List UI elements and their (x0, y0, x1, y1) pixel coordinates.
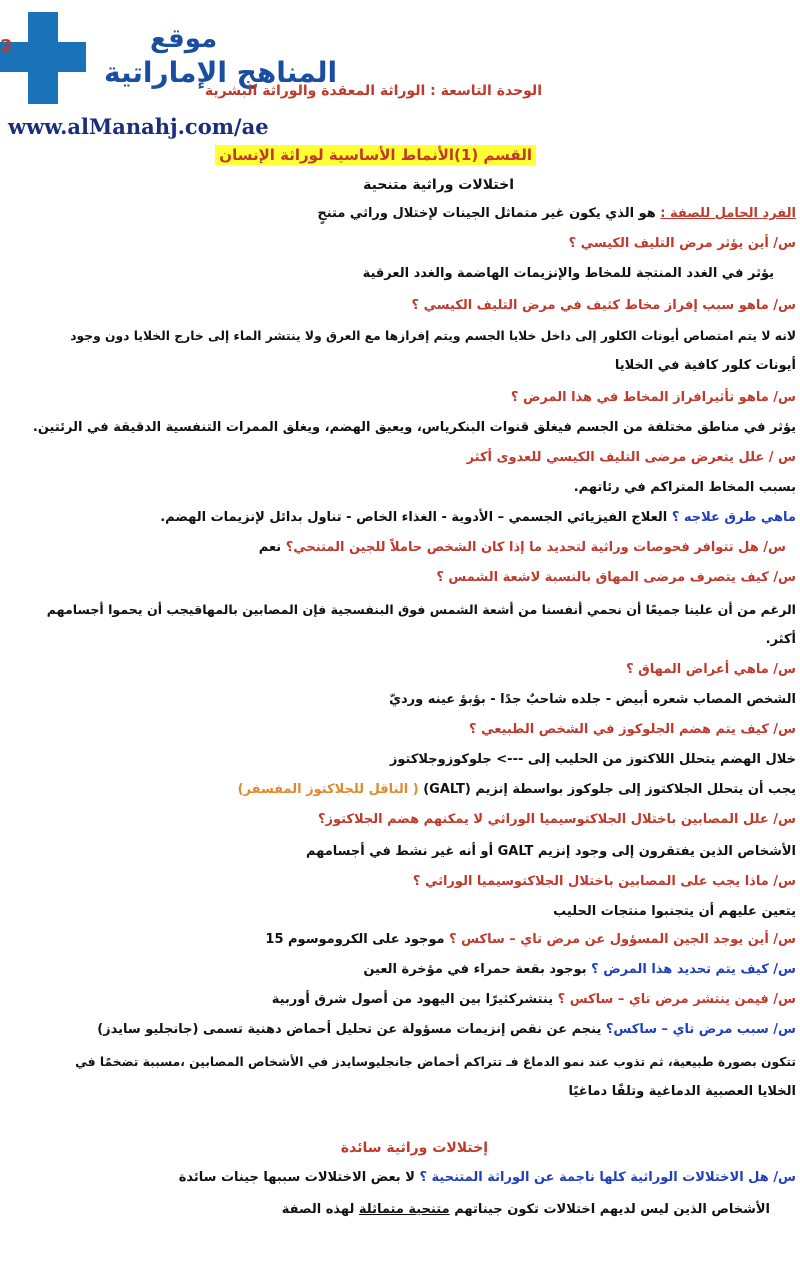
question-7: س/ كيف يتصرف مرضى المهاق بالنسبة لاشعة الشمس ؟ (436, 570, 796, 585)
answer-15-line-3: الخلايا العصبية الدماغية وتلفًا دماغيًا (568, 1084, 796, 1099)
answer-6: نعم (258, 540, 282, 555)
answer-14: ينتشركثيرًا بين اليهود من أصول شرق أوربية (271, 992, 554, 1007)
answer-9-line-1: خلال الهضم يتحلل اللاكتوز من الحليب إلى ---> جلوكوزوجلاكتوز (389, 752, 796, 767)
answer-2-line-2: أيونات كلور كافية في الخلايا (614, 358, 796, 373)
answer-13: بوجود بقعة حمراء في مؤخرة العين (363, 962, 587, 977)
site-logo-icon (0, 12, 86, 104)
answer-17 (282, 1200, 770, 1220)
question-10: س/ علل المصابين باختلال الجلاكتوسيميا الوراثي لا يمكنهم هضم الجلاكتوز؟ (317, 812, 796, 827)
carrier-term: الفرد الحامل للصفة : (660, 206, 796, 221)
answer-15-line-1: ينجم عن نقص إنزيمات مسؤولة عن تحليل أحماض دهنية تسمى (جانجليو سايدز) (97, 1022, 602, 1037)
answer-8: الشخص المصاب شعره أبيض - جلده شاحبٌ جدًا - بؤبؤ عينه ورديّ (389, 692, 796, 707)
site-url-link[interactable]: www.alManahj.com/ae (8, 114, 269, 139)
question-1: س/ أين يؤثر مرض التليف الكيسي ؟ (568, 236, 796, 251)
question-13: س/ كيف يتم تحديد هذا المرض ؟ (591, 962, 796, 977)
question-13-row (363, 960, 796, 980)
answer-2-line-1: لانه لا يتم امتصاص أيونات الكلور إلى داخل خلايا الجسم ويتم إفرازها مع العرق ولا ينتشر الماء إلى خارج الخلايا دون وجود (70, 329, 796, 343)
question-14: س/ فيمن ينتشر مرض تاي – ساكس ؟ (557, 992, 796, 1007)
answer-7-line-1: الرغم من أن علينا جميعًا أن نحمي أنفسنا من أشعة الشمس فوق البنفسجية فإن المصابين بالمهاقيجب أن يحموا أجسامهم (46, 602, 796, 617)
answer-7-line-2: أكثر. (765, 632, 796, 647)
question-16-row (179, 1168, 796, 1188)
unit-title: الوحدة التاسعة : الوراثة المعقدة والوراثة البشرية (204, 83, 542, 99)
question-14-row (272, 990, 796, 1010)
carrier-def: هو الذي يكون غير متماثل الجينات لإختلال وراثي متنحٍ (317, 206, 656, 221)
answer-15-line-2: تتكون بصورة طبيعية، ثم تذوب عند نمو الدماغ فـ تتراكم أحماض جانجليوسايدز في الأشخاص المصابين ،مسببة تضخمًا في (75, 1055, 796, 1069)
question-12: س/ أين يوجد الجين المسؤول عن مرض تاي – ساكس ؟ (449, 932, 796, 947)
answer-1: يؤثر في الغدد المنتجة للمخاط والإنزيمات الهاضمة والغدد العرقية (362, 266, 774, 281)
answer-11: يتعين عليهم أن يتجنبوا منتجات الحليب (553, 904, 796, 919)
site-name-line2: المناهج الإماراتية (104, 56, 338, 89)
answer-9-line-2-row (238, 780, 796, 800)
answer-4: بسبب المخاط المتراكم في رئاتهم. (573, 480, 796, 495)
question-6-row (259, 538, 786, 558)
question-5: ماهي طرق علاجه ؟ (671, 510, 796, 525)
question-6: س/ هل تتوافر فحوصات وراثية لتحديد ما إذا كان الشخص حاملاً للجين المتنحي؟ (285, 540, 786, 555)
answer-17-suffix: لهذه الصفة (281, 1202, 355, 1217)
question-4: س / علل يتعرض مرضى التليف الكيسي للعدوى أكثر (466, 450, 796, 465)
section-title: القسم (1)الأنماط الأساسية لوراثة الإنسان (215, 145, 536, 165)
answer-5: العلاج الفيزيائي الجسمي – الأدوية - الغذاء الخاص - تناول بدائل لإنزيمات الهضم. (160, 510, 668, 525)
answer-17-underlined: متنحية متماثلة (358, 1202, 450, 1217)
answer-3: يؤثر في مناطق مختلفة من الجسم فيغلق قنوات البنكرياس، ويعيق الهضم، ويغلق الممرات التنفسية الدقيقة في الرئتين. (32, 420, 796, 435)
answer-12: موجود على الكروموسوم 15 (265, 932, 445, 947)
site-name-line1: موقع (150, 24, 218, 54)
question-9: س/ كيف يتم هضم الجلوكوز في الشخص الطبيعي ؟ (469, 722, 796, 737)
question-15: س/ سبب مرض تاي – ساكس؟ (605, 1022, 796, 1037)
page-number: 2 (0, 36, 13, 57)
question-12-row (265, 930, 796, 950)
question-8: س/ ماهي أعراض المهاق ؟ (626, 662, 796, 677)
answer-16: لا بعض الاختلالات سببها جينات سائدة (178, 1170, 415, 1185)
question-2: س/ ماهو سبب إفراز مخاط كثيف في مرض التليف الكيسي ؟ (411, 298, 796, 313)
answer-10: الأشخاص الذين يفتقرون إلى وجود إنزيم GALT أو أنه غير نشط في أجسامهم (305, 844, 796, 859)
question-3: س/ ماهو تأثيرافراز المخاط في هذا المرض ؟ (510, 390, 796, 405)
question-5-row (160, 508, 796, 528)
answer-17-prefix: الأشخاص الذين ليس لديهم اختلالات تكون جيناتهم (454, 1202, 770, 1217)
subsection-title: اختلالات وراثية متنحية (363, 177, 514, 193)
carrier-definition (317, 204, 796, 224)
answer-9-note: ( الناقل للجلاكتوز المفسفر) (237, 782, 419, 797)
question-15-row (97, 1020, 796, 1040)
answer-9-line-2: يجب أن يتحلل الجلاكتوز إلى جلوكوز بواسطة إنزيم (GALT) (423, 782, 796, 797)
question-16: س/ هل الاختلالات الوراثية كلها ناجمة عن الوراثة المتنحية ؟ (419, 1170, 796, 1185)
dominant-section-title: إختلالات وراثية سائدة (340, 1140, 488, 1156)
question-11: س/ ماذا يجب على المصابين باختلال الجلاكتوسيميا الوراثي ؟ (412, 874, 796, 889)
